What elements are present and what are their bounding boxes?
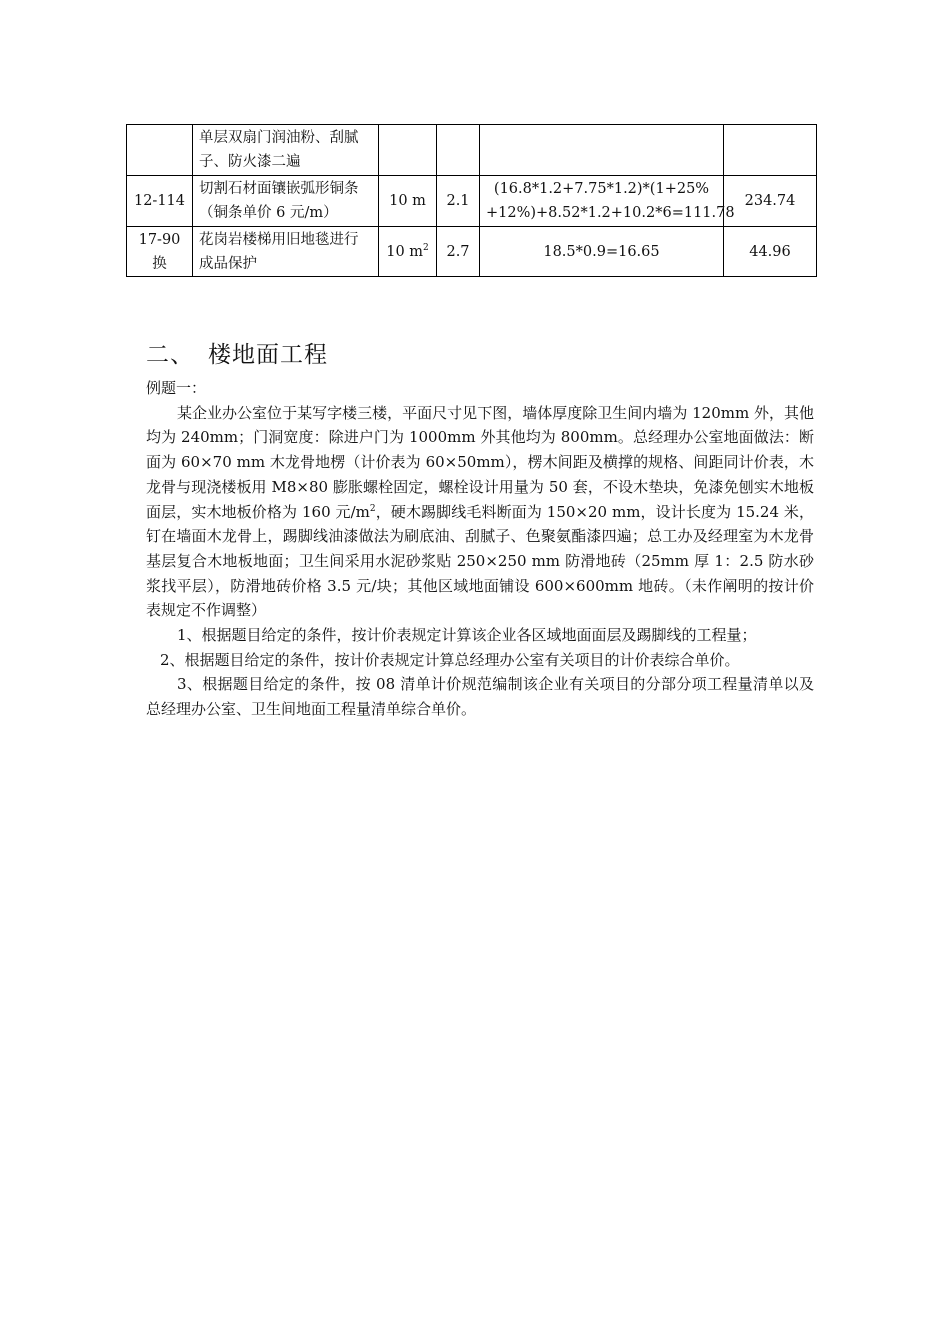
unit-cell: 10 m (379, 176, 437, 227)
question-2: 2、根据题目给定的条件，按计价表规定计算总经理办公室有关项目的计价表综合单价。 (160, 650, 740, 669)
formula-cell (480, 125, 724, 176)
unit-cell (379, 125, 437, 176)
formula-cell: 18.5*0.9=16.65 (480, 227, 724, 277)
example-label: 例题一： (146, 379, 207, 397)
question-3: 3、根据题目给定的条件，按 08 清单计价规范编制该企业有关项目的分部分项工程量清单以及总经理办公室、卫生间地面工程量清单综合单价。 (146, 675, 814, 719)
problem-description: 某企业办公室位于某写字楼三楼，平面尺寸见下图，墙体厚度除卫生间内墙为 120mm 外，其他均为 240mm；门洞宽度：除进户门为 1000mm 外其他均为 800mm。总经理办公室地面做法：断面为 60×70 mm 木龙骨地楞（计价表为 60×50mm），楞木间距及横撑的规格、间距同计价表，木龙骨与现浇楼板用 M8×80 膨胀螺栓固定，螺栓设计用量为 50 套，不设木垫块，免漆免刨实木地板面层，实木地板价格为 160 元$/m^2$，硬木踢脚线毛料断面为 150×20 mm，设计长度为 15.24 米，钉在墙面木龙骨上，踢脚线油漆做法为刷底油、刮腻子、色聚氨酯漆四遍；总工办及经理室为木龙骨基层复合木地板地面；卫生间采用水泥砂浆贴 250×250 mm 防滑地砖（25mm 厚 1：2.5 防水砂浆找平层），防滑地砖价格 3.5 元/块；其他区域地面铺设 600×600mm 地砖。（未作阐明的按计价表规定不作调整） (146, 403, 814, 620)
coefficient-cell (437, 125, 480, 176)
description-cell: 单层双扇门润油粉、刮腻子、防火漆二遍 (193, 125, 379, 176)
value-cell: 234.74 (724, 176, 817, 227)
quota-table (126, 124, 817, 277)
value-cell (724, 125, 817, 176)
table-row (127, 176, 817, 227)
section-heading (146, 336, 328, 369)
formula-cell: (16.8*1.2+7.75*1.2)*(1+25% +12%)+8.52*1.2+10.2*6=111.78 (480, 176, 724, 227)
unit-cell: 10 $m^2$ (379, 227, 437, 277)
question-1: 1、根据题目给定的条件，按计价表规定计算该企业各区域地面面层及踢脚线的工程量； (177, 626, 757, 645)
description-cell: 花岗岩楼梯用旧地毯进行成品保护 (193, 227, 379, 277)
section-title: 楼地面工程 (208, 342, 328, 368)
code-cell: 17-90 换 (127, 227, 193, 277)
value-cell: 44.96 (724, 227, 817, 277)
table-row (127, 227, 817, 277)
code-cell: 12-114 (127, 176, 193, 227)
section-number: 二、 (146, 342, 194, 368)
table-row (127, 125, 817, 176)
description-cell: 切割石材面镶嵌弧形铜条（铜条单价 6 元/m） (193, 176, 379, 227)
coefficient-cell: 2.7 (437, 227, 480, 277)
example-body (146, 376, 814, 722)
coefficient-cell: 2.1 (437, 176, 480, 227)
code-cell (127, 125, 193, 176)
